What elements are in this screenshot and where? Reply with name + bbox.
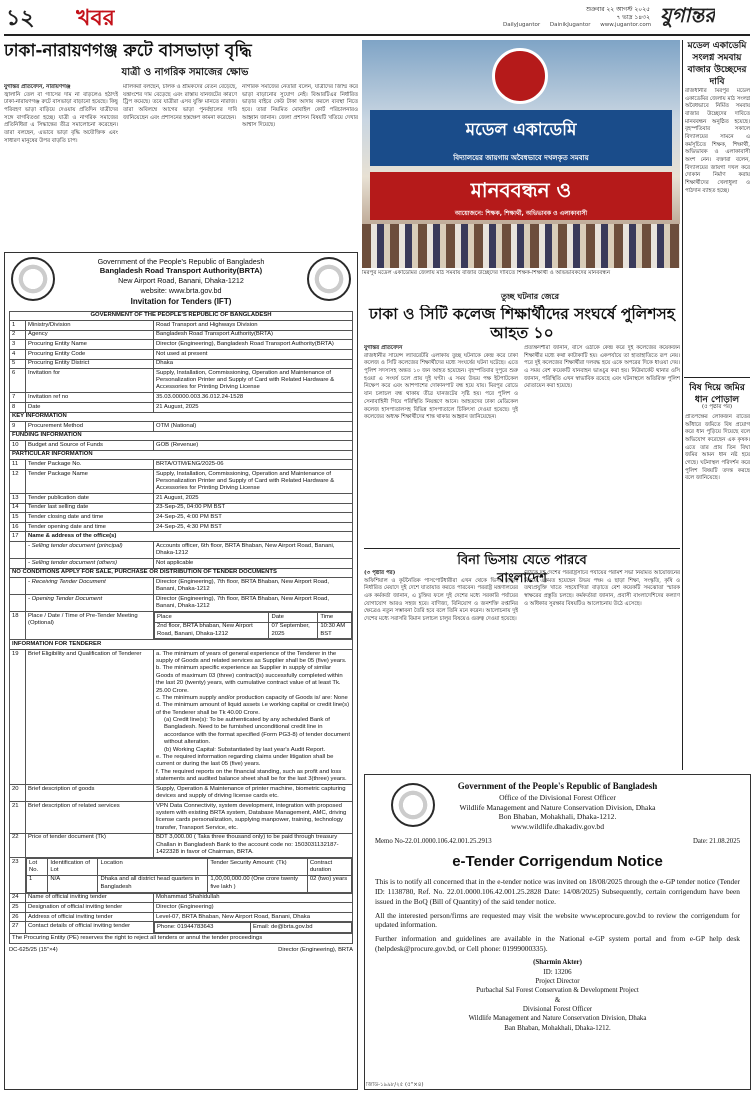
brta-logo-icon [307, 257, 351, 301]
forest-office: Office of the Divisional Forest Officer [499, 792, 616, 802]
forest-gov: Government of the People's Republic of Bangladesh [457, 781, 658, 791]
second-byline: যুগান্তর প্রতিবেদন [364, 345, 403, 351]
tender-web: website: www.brta.gov.bd [140, 285, 222, 295]
table-row: 2 Agency Bangladesh Road Transport Authority(BRTA) [10, 330, 353, 340]
particular-heading: PARTICULAR INFORMATION [10, 450, 353, 460]
date-line: শুক্রবার ২২ আগস্ট ২০২৫ [585, 6, 650, 13]
forest-addr: Bon Bhaban, Mohakhali, Dhaka-1212. [498, 812, 617, 822]
second-headline: ঢাকা ও সিটি কলেজ শিক্ষার্থীদের সংঘর্ষে পুলিশসহ আহত ১০ [369, 305, 675, 343]
contact-phone: Phone: 01944783643 [155, 923, 251, 933]
school-logo-icon [492, 48, 548, 104]
table-row: 17 Name & address of the office(s) [10, 532, 353, 542]
photo-banner-main: মানববন্ধন ও [370, 172, 672, 208]
lead-col1-text: জ্বালানি তেল বা গ্যাসের দাম না বাড়লেও হঠাৎই ঢাকা-নারায়ণগঞ্জ রুটে বাসভাড়া বাড়ানো হয়েছে। কিছু পরিবহণ ভাড়া বাড়িয়ে দেওয়ায় প্রতিদিন যাত্রীদের সঙ্গে বাগবিতণ্ডা হচ্ছে। যাত্রী ও নাগরিক সমাজের প্রতিনিধিরা এ সিদ্ধান্তের তীব্র সমালোচনা করেছেন। তারা বলছেন, এভাবে ভাড়া বৃদ্ধি অযৌক্তিক এবং সাধারণ মানুষের উপর বাড়তি চাপ। [4, 91, 118, 144]
tender-signature: Director (Engineering), BRTA [278, 946, 353, 953]
forest-para-1: This is to notify all concerned that in the e-tender notice was invited on 18/08/2025 through the e-GP tender notice (Tender ID: 1138780, Ref. No. 22.01.0000.106.42.001.25.2828 Date: 14/08/2025) Subsequently, certain corrigendum have been issued in the BoQ (Bill of Quantity) of the said tender notice. [375, 876, 740, 906]
table-row: 19 Brief Eligibility and Qualification of Tenderer a. The minimum of years of general experience of the Tenderer in the supply of Goods and related services as Supplier shall be 05 (five) years. b. The minimum specific experience as Supplier in supply of similar Goods of maximum 03 (three) contract(s) successfully completed within the last 20 (twenty) years, with cumulative contract value of at least Tk. 25.00 Crore. c. The minimum supply and/or production capacity of Goods is/ are: None d. The minimum amount of liquid assets i.e working capital or credit line(s) of the Tenderer shall be Tk 40.00 Crore. (a) Credit line(s): To be authenticated by any scheduled Bank of Bangladesh. Need to be furnished unconditional credit line in accordance with the format specified (Form PG3-8) of tender document without alteration. (b) Working Capital: Substantiated by last year's Audit Report. e. The required information regarding claims under litigation shall be current or during the last 05 (five) years. f. The required reports on the financial standing, such as profit and loss statements and audited balance sheet shall be for the last 3(three) years. [10, 650, 353, 785]
forest-memo: Memo No-22.01.0000.106.42.001.25.2913 [375, 838, 492, 846]
tender-org: Bangladesh Road Transport Authority(BRTA) [99, 266, 263, 276]
crowd-illustration [362, 224, 680, 268]
table-row: - Selling tender document (principal) Accounts officer, 6th floor, BRTA Bhaban, New Airport Road, Banani, Dhaka-1212 [10, 542, 353, 559]
pre-tender-meeting-table: Place Date Time 2nd floor, BRTA bhaban, New Airport Road, Banani, Dhaka-1212 07 September, 2025 10:30 AM BST [154, 612, 352, 640]
table-row: - Selling tender document (others) Not applicable [10, 558, 353, 568]
tender-addr: New Airport Road, Banani, Dhaka-1212 [118, 276, 244, 286]
date-line-2: ৭ ভাদ্র ১৪৩২ [616, 14, 650, 22]
rights-note: The Procuring Entity (PE) reserves the right to reject all tenders or annul the tender proceedings [10, 934, 353, 944]
photo-banner-top-sub: বিদ্যালয়ের জায়গায় অবৈধভাবে দখলকৃত সমবায় [370, 150, 672, 166]
table-row: 12 Tender Package Name Supply, Installation, Commissioning, Operation and Maintenance of Personalization Printer and Supply of Card with Related Hardware & Accessories for Printing Driving License [10, 469, 353, 493]
government-seal-icon [11, 257, 55, 301]
table-row: 13 Tender publication date 21 August, 2025 [10, 494, 353, 504]
government-seal-icon [391, 783, 435, 827]
visa-col1-text: অফিশিয়াল ও কূটনৈতিক পাসপোর্টধারীরা এখন থেকে ভিসা ছাড়াই নির্ধারিত মেয়াদে দুই দেশে যাতায়াত করতে পারবেন। পররাষ্ট্র মন্ত্রণালয়ের এক কর্মকর্তা জানান, এ চুক্তির ফলে দুই দেশের মধ্যে সরকারি পর্যায়ের যোগাযোগ আরও সহজ হবে। বাণিজ্য, বিনিয়োগ ও জনশক্তি রপ্তানির ক্ষেত্রেও নতুন সম্ভাবনা তৈরি হবে বলে তিনি মনে করেন। আলোচনায় দুই দেশের মধ্যে সরাসরি বিমান চলাচল চালুর বিষয়েও গুরুত্ব দেওয়া হয়েছে। [364, 577, 518, 623]
forest-para-2: All the interested person/firms are requested may visit the website www.eprocure.gov.bd to review the corrigendum for updated information. [375, 910, 740, 930]
masthead-date [560, 6, 650, 22]
lead-column-2: মালিকরা বলছেন, চালক ও শ্রমিকদের বেতন বেড়েছে, যন্ত্রাংশের দাম বেড়েছে এবং রাস্তায় যানজটের কারণে ট্রিপ কমেছে। তবে যাত্রীরা এসব যুক্তি মানতে নারাজ। তারা অবিলম্বে আগের ভাড়া পুনর্বহালের দাবি জানিয়েছেন এবং প্রশাসনের হস্তক্ষেপ কামনা করেছেন। [123, 84, 237, 121]
lead-headline: ঢাকা-নারায়ণগঞ্জ রুটে বাসভাড়া বৃদ্ধি [4, 41, 252, 61]
tender-table [9, 311, 353, 944]
eligibility-list: a. The minimum of years of general experience of the Tenderer in the supply of Goods and related services as Supplier shall be 05 (five) years. b. The minimum specific experience as Supplier in supply of similar Goods of maximum 03 (three) contract(s) successfully completed within the last 20 (twenty) years, with cumulative contract value of at least Tk. 25.00 Crore. c. The minimum supply and/or production capacity of Goods is/ are: None d. The minimum amount of liquid assets i.e working capital or credit line(s) of the Tenderer shall be Tk 40.00 Crore. (a) Credit line(s): To be authenticated by any scheduled Bank of Bangladesh. Need to be furnished unconditional credit line in accordance with the format specified (Form PG3-8) of tender document without alteration. (b) Working Capital: Substantiated by last year's Audit Report. e. The required information regarding claims under litigation shall be current or during the last 05 (five) years. f. The required reports on the financial standing, such as profit and loss statements and audited balance sheet shall be for the last 3(three) years. [154, 650, 353, 785]
funding-heading: FUNDING INFORMATION [10, 431, 353, 441]
visa-headline: বিনা ভিসায় যেতে পারবে বাংলাদেশ [457, 553, 587, 586]
table-row: 6 Invitation for Supply, Installation, Commissioning, Operation and Maintenance of Personalization Printer and Supply of Card with Related Hardware & Accessories for Printing Driving License [10, 369, 353, 393]
table-row: - Opening Tender Document Director (Engineering), 7th floor, BRTA Bhaban, New Airport Road, Banani, Dhaka-1212 [10, 595, 353, 612]
forest-signature: (Sharmin Akter) ID: 13206 Project Director Purbachal Sal Forest Conservation & Development Project & Divisional Forest Officer Wildlife Management and Nature Conservation Division, Dhaka Ban Bhaban, Mohakhali, Dhaka-1212. [468, 959, 647, 1032]
photo-caption: মিরপুর মডেল একাডেমির জেলায় মাঠ সমবায় বাজার উচ্ছেদের দাবিতে শিক্ষক-শিক্ষার্থী ও অভিভাবকদের মানববন্ধন [362, 270, 610, 276]
table-row: 20 Brief description of goods Supply, Operation & Maintenance of printer machine, biometric capturing devices and supply of driving license cards etc. [10, 784, 353, 801]
facebook-link[interactable]: DailyJugantor [503, 22, 541, 28]
table-row: 14 Tender last selling date 23-Sep-25, 04:00 PM BST [10, 503, 353, 513]
second-column-1 [364, 345, 518, 545]
forest-corrigendum-notice [364, 774, 751, 1090]
tender-header [9, 257, 353, 295]
photo-banner-top: মডেল একাডেমি [370, 110, 672, 150]
second-col1-text: রাজধানীর সায়েন্স ল্যাবরেটরি এলাকায় তুচ্ছ ঘটনাকে কেন্দ্র করে ঢাকা কলেজ ও সিটি কলেজের শিক্ষার্থীদের মধ্যে সংঘর্ষের ঘটনা ঘটেছে। এতে পুলিশ সদস্যসহ অন্তত ১০ জন আহত হয়েছেন। বৃহস্পতিবার দুপুরে শুরু হওয়া এ সংঘর্ষ চলে প্রায় দুই ঘণ্টা। এ সময় উভয় পক্ষ ইটপাটকেল নিক্ষেপ করে এবং আশপাশের দোকানপাট বন্ধ হয়ে যায়। মিরপুর রোডে যান চলাচল বন্ধ থাকায় তীব্র যানজটের সৃষ্টি হয়। পরে পুলিশ ও সেনাবাহিনী গিয়ে পরিস্থিতি নিয়ন্ত্রণে আনে। আহতদের ঢাকা মেডিকেল কলেজ হাসপাতালসহ বিভিন্ন হাসপাতালে চিকিৎসা দেওয়া হয়েছে। দুই কলেজের অধ্যক্ষ শিক্ষার্থীদের শান্ত থাকার আহ্বান জানিয়েছেন। [364, 352, 518, 421]
masthead-divider [4, 34, 750, 36]
table-row: 21 Brief description of related services VPN Data Connectivity, system development, integration with proposed system with existing BRTA system, Database Management, AMC, driving license cards personalization, supplying manpower, training, technology transfer, Transport Service, etc. [10, 801, 353, 833]
table-row: 7 Invitation ref no 35.03.00000.003.36.012.24-1528 [10, 393, 353, 403]
table-row: 18 Place / Date / Time of Pre-Tender Meeting (Optional) Place Date Time 2nd floor, BRTA bhaban, New Airport Road, Banani, Dhaka-1212 07 September, 2025 10:30 AM BST [10, 611, 353, 640]
second-kicker: তুচ্ছ ঘটনার জেরে [501, 292, 559, 301]
lead-column-1 [4, 84, 118, 248]
table-row: 9 Procurement Method OTM (National) [10, 422, 353, 432]
table-row: 25 Designation of official inviting tender Director (Engineering) [10, 903, 353, 913]
page-section-name: খবর [76, 6, 115, 31]
table-row: 27 Contact details of official inviting tender Phone: 01944783643 Email: de@brta.gov.bd [10, 922, 353, 934]
second-column-2: প্রত্যক্ষদর্শীরা জানান, বাসে ওঠাকে কেন্দ্র করে দুই কলেজের কয়েকজন শিক্ষার্থীর মধ্যে কথা কাটাকাটি হয়। একপর্যায়ে তা হাতাহাতিতে রূপ নেয়। পরে দুই কলেজের শিক্ষার্থীরা দলবদ্ধ হয়ে একে অপরের দিকে ধাওয়া দেয়। এ সময় বেশ কয়েকটি যানবাহন ভাঙচুর করা হয়। নিউমার্কেট থানার ওসি জানান, পরিস্থিতি এখন স্বাভাবিক রয়েছে এবং ঘটনাস্থলে অতিরিক্ত পুলিশ মোতায়েন করা হয়েছে। [524, 345, 680, 390]
page-number: ১২ [6, 6, 35, 31]
tender-code: DC-625/25 (15"×4) [9, 946, 58, 953]
right-column-headline: মডেল একাডেমি সংলগ্ন সমবায় বাজার উচ্ছেদের দাবি [687, 41, 747, 88]
table-row: 4 Procuring Entity Code Not used at present [10, 349, 353, 359]
forest-para-3: Further information and guidelines are available in the National e-GP system portal and from e-GP help desk (helpdesk@procure.gov.bd, or Cell phone: 01999000335). [375, 934, 740, 954]
forest-date: Date: 21.08.2025 [692, 838, 740, 846]
visa-column-2: বৈঠকে দুই দেশের পররাষ্ট্রসচিব পর্যায়ের পরামর্শ সভা নিয়মিত আয়োজনের বিষয়ে একমত হয়েছেন উভয় পক্ষ। এ ছাড়া শিক্ষা, সংস্কৃতি, কৃষি ও তথ্যপ্রযুক্তি খাতে সহযোগিতা বাড়াতে বেশ কয়েকটি সমঝোতা স্মারক স্বাক্ষরের প্রস্তুতি চলছে। কর্মকর্তারা জানান, প্রবাসী বাংলাদেশিদের কল্যাণ ও অধিকার সুরক্ষার বিষয়টিও আলোচনায় উঠে এসেছে। [524, 570, 680, 607]
right-column-headline-2: বিষ দিয়ে জমির ধান পোড়াল [684, 377, 750, 406]
table-row: 23 Lot No. Identification of Lot Location Tender Security Amount: (Tk) Contract duration 1 N/A Dhaka and all district head quarters in Bangladesh 1,00,00,000.00 (One crore twenty five lakh ) 02 (two) years [10, 857, 353, 893]
table-row: 16 Tender opening date and time 24-Sep-25, 4:30 PM BST [10, 522, 353, 532]
forest-division: Wildlife Management and Nature Conservation Division, Dhaka [459, 802, 656, 812]
social-links [495, 22, 750, 29]
right-column-body: রাজধানীর মিরপুর মডেল একাডেমির জেলায় মাঠ সংলগ্ন অবৈধভাবে নির্মিত সমবায় বাজার উচ্ছেদের দাবিতে মানববন্ধন অনুষ্ঠিত হয়েছে। বৃহস্পতিবার সকালে বিদ্যালয়ের সামনে এ কর্মসূচিতে শিক্ষক, শিক্ষার্থী, অভিভাবক ও এলাকাবাসী অংশ নেন। বক্তারা বলেন, বিদ্যালয়ের জায়গা দখল করে দোকান নির্মাণ করায় শিক্ষার্থীদের খেলাধুলা ও পাঠদান ব্যাহত হচ্ছে। [685, 88, 750, 194]
newspaper-logo: যুগান্তর [660, 3, 716, 27]
forest-title: e-Tender Corrigendum Notice [452, 853, 663, 871]
no-conditions-heading: NO CONDITIONS APPLY FOR SALE, PURCHASE OR DISTRIBUTION OF TENDER DOCUMENTS [10, 568, 353, 578]
key-info-heading: KEY INFORMATION [10, 412, 353, 422]
table-row: 8 Date 21 August, 2025 [10, 402, 353, 412]
story-divider [364, 548, 680, 549]
forest-web[interactable]: www.wildlife.dhakadiv.gov.bd [510, 822, 604, 832]
forest-memo-line [375, 837, 740, 846]
info-tenderer-heading: INFORMATION FOR TENDERER [10, 640, 353, 650]
visa-continued: (৩ পৃষ্ঠার পর) [364, 570, 396, 576]
tender-gov-row: GOVERNMENT OF THE PEOPLE'S REPUBLIC OF BANGLADESH [10, 311, 353, 321]
table-row: 11 Tender Package No. BRTA/OTM/ENG/2025-06 [10, 460, 353, 470]
tender-footer [9, 947, 353, 955]
lead-column-3: নাগরিক সমাজের নেতারা বলেন, যাত্রীদের জিম্মি করে ভাড়া বাড়ানোর সুযোগ নেই। বিআরটিএর নির্ধারিত ভাড়ার বাইরে কেউ টাকা আদায় করলে ব্যবস্থা নিতে হবে। তারা নিয়মিত মোবাইল কোর্ট পরিচালনারও আহ্বান জানান। জেলা প্রশাসন বিষয়টি খতিয়ে দেখার আশ্বাস দিয়েছে। [242, 84, 358, 129]
tender-gov: Government of the People's Republic of Bangladesh [97, 257, 265, 266]
table-row: 15 Tender closing date and time 24-Sep-25, 4:00 PM BST [10, 513, 353, 523]
table-row: 1 Ministry/Division Road Transport and Highways Division [10, 321, 353, 331]
table-row: 26 Address of official inviting tender Level-07, BRTA Bhaban, New Airport Road, Banani, Dhaka [10, 912, 353, 922]
website-link[interactable]: www.jugantor.com [600, 22, 652, 28]
visa-column-1 [364, 570, 518, 768]
table-row: - Receiving Tender Document Director (Engineering), 7th floor, BRTA Bhaban, New Airport Road, Banani, Dhaka-1212 [10, 578, 353, 595]
tender-title: Invitation for Tenders (IFT) [130, 296, 232, 306]
table-row: 5 Procuring Entity District Dhaka [10, 359, 353, 369]
brta-tender-notice [4, 252, 358, 1090]
lot-table: Lot No. Identification of Lot Location Tender Security Amount: (Tk) Contract duration 1 N/A Dhaka and all district head quarters in Bangladesh 1,00,00,000.00 (One crore twenty five lakh ) 02 (two) years [26, 858, 352, 893]
table-row: 22 Price of tender document (Tk) BDT 3,000.00 ( Taka three thousand only) to be paid through treasury Challan in Bangladesh Bank to the account code no: 1503031132187-1422328 in favor of Chairman, BRTA. [10, 833, 353, 857]
youtube-link[interactable]: DainikJugantor [549, 22, 591, 28]
forest-ad-code: জিডি-১৯৯৮/২৫ (৫"×৪) [366, 1082, 424, 1088]
right-column-divider [682, 40, 683, 770]
table-row: 3 Procuring Entity Name Director (Engineering), Bangladesh Road Transport Authority(BRTA) [10, 340, 353, 350]
lead-subheadline: যাত্রী ও নাগরিক সমাজের ক্ষোভ [121, 67, 249, 78]
contact-email[interactable]: Email: de@brta.gov.bd [250, 923, 351, 933]
right-column-body-2: প্রতিপক্ষের লোকজন রাতের আঁধারে জমিতে বিষ প্রয়োগ করে ধান পুড়িয়ে দিয়েছে বলে অভিযোগ করেছেন এক কৃষক। এতে তার প্রায় তিন বিঘা জমির আমন ধান নষ্ট হয়ে গেছে। ঘটনাস্থল পরিদর্শন করে পুলিশ বিষয়টি তদন্ত করছে বলে জানিয়েছে। [685, 414, 750, 482]
table-row: 24 Name of official inviting tender Mohammad Shahidullah [10, 893, 353, 903]
right-column-continued: (৫ পৃষ্ঠার পর) [701, 404, 733, 410]
lead-byline: যুগান্তর প্রতিবেদন, নারায়ণগঞ্জ [4, 84, 71, 90]
news-photo [362, 40, 680, 268]
photo-banner-main-sub: আয়োজনে: শিক্ষক, শিক্ষার্থী, অভিভাবক ও এলাকাবাসী [370, 208, 672, 220]
table-row: 10 Budget and Source of Funds GOB (Revenue) [10, 441, 353, 451]
